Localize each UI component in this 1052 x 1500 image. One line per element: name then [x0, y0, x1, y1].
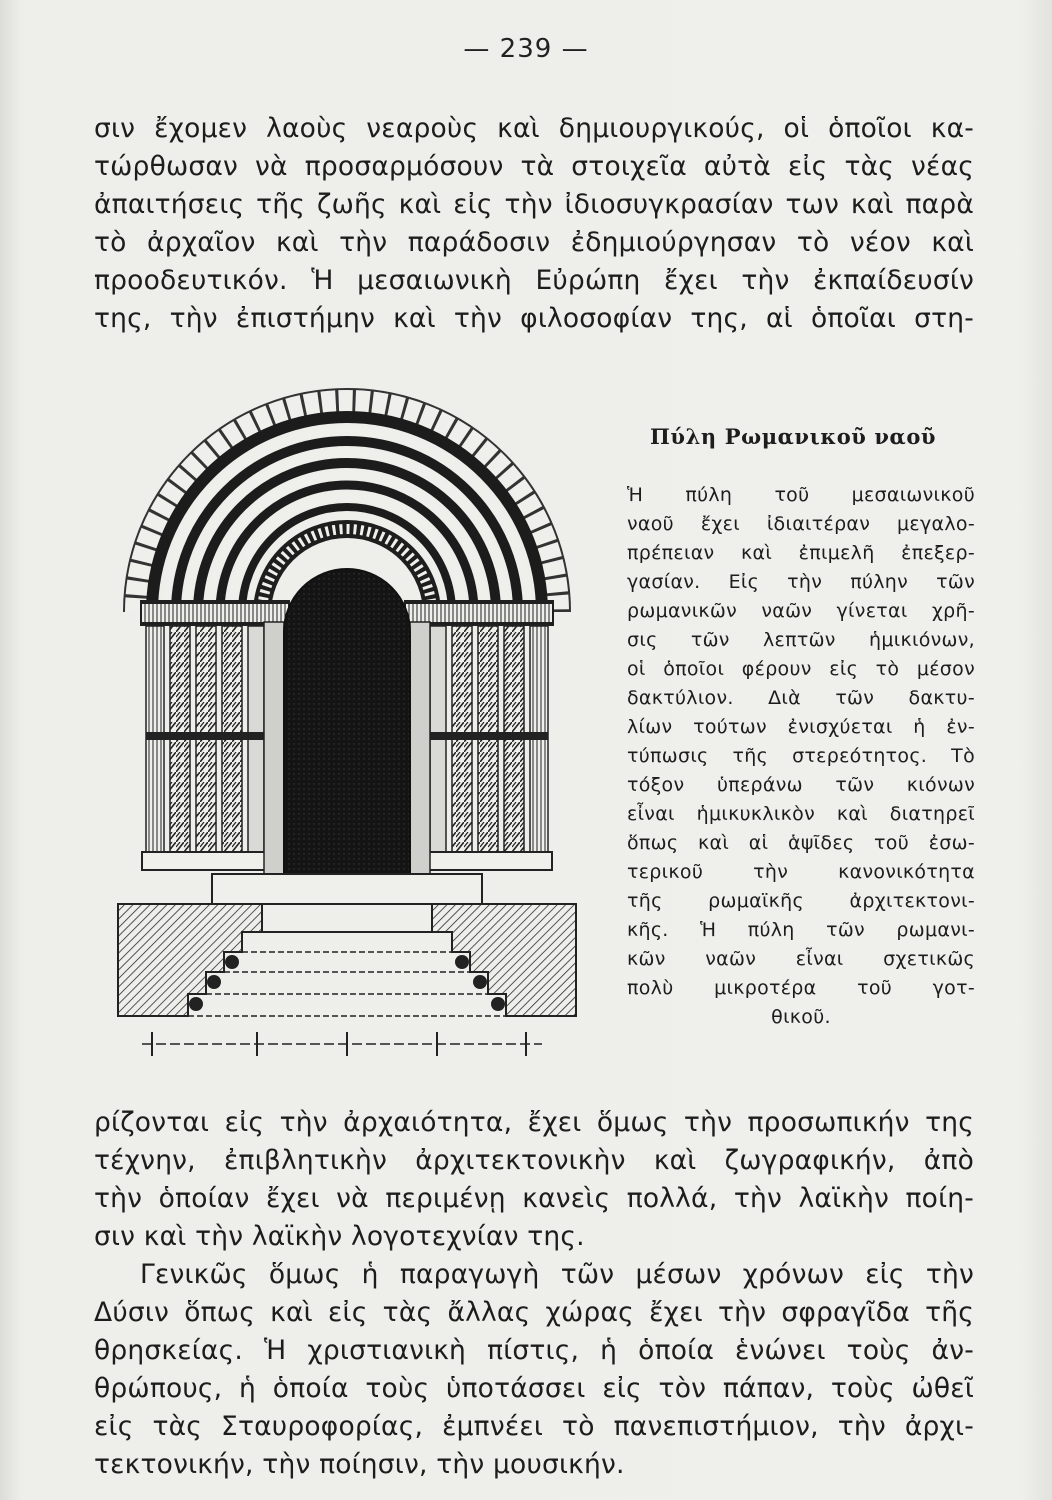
text-line: προοδευτικόν. Ἡ μεσαιωνικὴ Εὐρώπη ἔχει τὴν ἐκπαίδευσίν: [94, 265, 974, 296]
caption-line: δακτύλιον. Διὰ τῶν δακτυ-: [627, 687, 975, 709]
caption-line: λίων τούτων ἐνισχύεται ἡ ἐν-: [627, 716, 975, 738]
caption-line: σις τῶν λεπτῶν ἡμικιόνων,: [627, 629, 975, 651]
caption-line: τῆς ρωμαϊκῆς ἀρχιτεκτονι-: [627, 890, 975, 912]
text-line: σιν ἔχομεν λαοὺς νεαροὺς καὶ δημιουργικούς, οἱ ὁποῖοι κα-: [94, 113, 974, 144]
text-line: Δύσιν ὅπως καὶ εἰς τὰς ἄλλας χώρας ἔχει τὴν σφραγῖδα τῆς: [94, 1297, 974, 1328]
caption-line: θικοῦ.: [771, 1006, 831, 1028]
text-line: τὴν ὁποίαν ἔχει νὰ περιμένῃ κανεὶς πολλά, τὴν λαϊκὴν ποίη-: [94, 1183, 974, 1214]
caption-line: τόξον ὑπεράνω τῶν κιόνων: [627, 774, 975, 796]
text-line: θρώπους, ἡ ὁποία τοὺς ὑποτάσσει εἰς τὸν πάπαν, τοὺς ὠθεῖ: [94, 1373, 974, 1404]
caption-line: πρέπειαν καὶ ἐπιμελῆ ἐπεξερ-: [627, 542, 975, 564]
caption-line: ρωμανικῶν ναῶν γίνεται χρῆ-: [627, 600, 975, 622]
text-line: τώρθωσαν νὰ προσαρμόσουν τὰ στοιχεῖα αὐτὰ εἰς τὰς νέας: [94, 151, 974, 182]
caption-line: εἶναι ἡμικυκλικὸν καὶ διατηρεῖ: [627, 803, 975, 825]
caption-line: Ἡ πύλη τοῦ μεσαιωνικοῦ: [627, 484, 975, 506]
text-line: εἰς τὰς Σταυροφορίας, ἐμπνέει τὸ πανεπιστήμιον, τὴν ἀρχι-: [94, 1411, 974, 1442]
caption-line: κῆς. Ἡ πύλη τῶν ρωμανι-: [627, 919, 975, 941]
romanesque-portal-illustration: [112, 382, 582, 1062]
page-number: — 239 —: [463, 34, 589, 64]
text-line: τέχνην, ἐπιβλητικὴν ἀρχιτεκτονικὴν καὶ ζωγραφικήν, ἀπὸ: [94, 1145, 974, 1176]
text-line: της, τὴν ἐπιστήμην καὶ τὴν φιλοσοφίαν της, αἱ ὁποῖαι στη-: [94, 303, 974, 334]
text-line: θρησκείας. Ἡ χριστιανικὴ πίστις, ἡ ὁποία ἑνώνει τοὺς ἀν-: [94, 1335, 974, 1366]
text-line: σιν καὶ τὴν λαϊκὴν λογοτεχνίαν της.: [94, 1221, 585, 1252]
text-line: ρίζονται εἰς τὴν ἀρχαιότητα, ἔχει ὅμως τὴν προσωπικήν της: [94, 1107, 974, 1138]
text-line: τὸ ἀρχαῖον καὶ τὴν παράδοσιν ἐδημιούργησαν τὸ νέον καὶ: [94, 227, 974, 258]
caption-title: Πύλη Ρωμανικοῦ ναοῦ: [650, 424, 937, 449]
text-line: ἀπαιτήσεις τῆς ζωῆς καὶ εἰς τὴν ἰδιοσυγκρασίαν των καὶ παρὰ: [94, 189, 974, 220]
caption-line: γασίαν. Εἰς τὴν πύλην τῶν: [627, 571, 975, 593]
caption-line: πολὺ μικροτέρα τοῦ γοτ-: [627, 977, 975, 999]
caption-line: οἱ ὁποῖοι φέρουν εἰς τὸ μέσον: [627, 658, 975, 680]
caption-line: τερικοῦ τὴν κανονικότητα: [627, 861, 975, 883]
caption-line: κῶν ναῶν εἶναι σχετικῶς: [627, 948, 975, 970]
caption-line: τύπωσις τῆς στερεότητος. Τὸ: [627, 745, 975, 767]
caption-line: ναοῦ ἔχει ἰδιαιτέραν μεγαλο-: [627, 513, 975, 535]
text-line: Γενικῶς ὅμως ἡ παραγωγὴ τῶν μέσων χρόνων εἰς τὴν: [140, 1259, 974, 1290]
text-line: τεκτονικήν, τὴν ποίησιν, τὴν μουσικήν.: [94, 1449, 625, 1480]
caption-line: ὅπως καὶ αἱ ἁψῖδες τοῦ ἐσω-: [627, 832, 975, 854]
